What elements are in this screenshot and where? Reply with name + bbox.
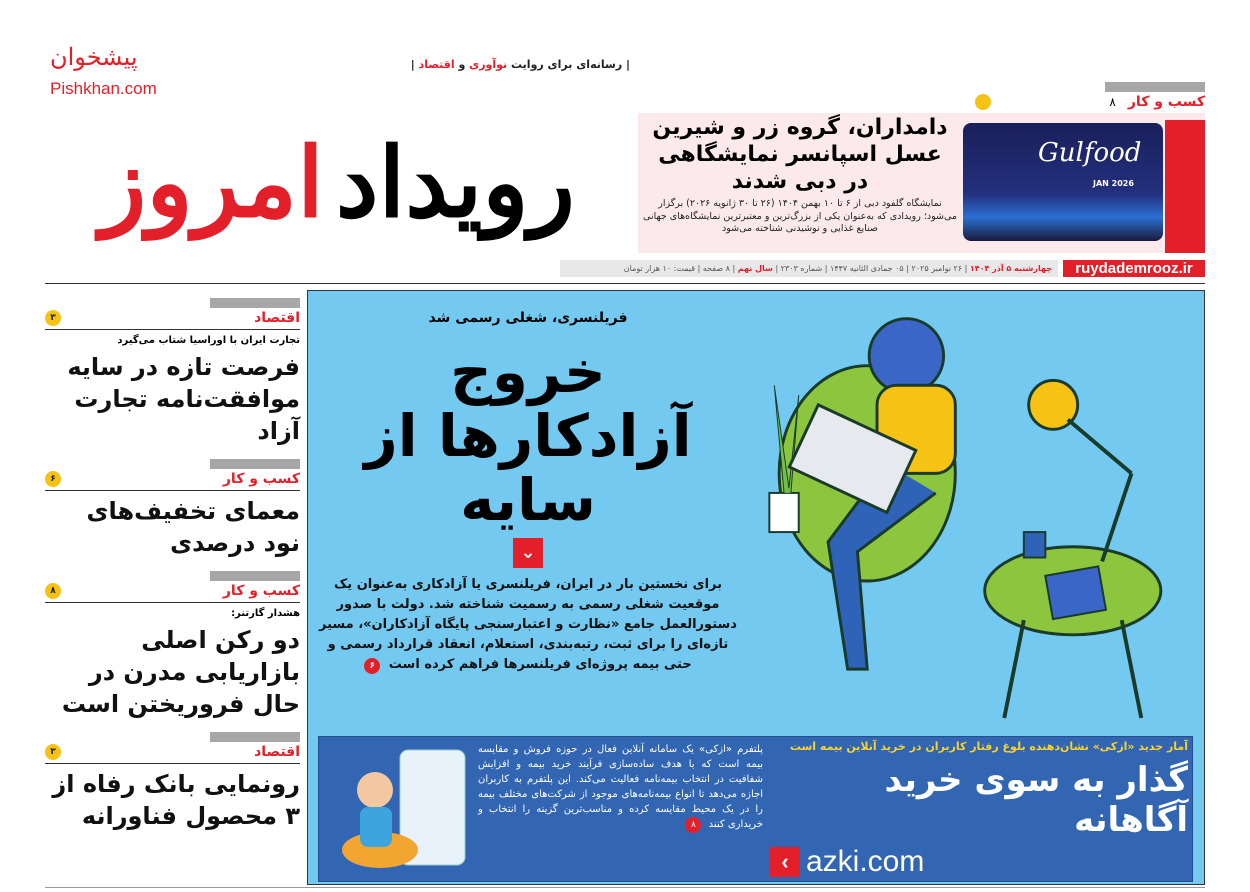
section-bar [210,732,300,742]
page-badge: ۳ [45,744,61,760]
tagline: | رسانه‌ای برای روایت نوآوری و اقتصاد | [410,58,630,71]
left-story [45,459,300,559]
section-label: کسب و کار [222,471,300,487]
main-kicker: فریلنسری، شغلی رسمی شد [428,310,628,326]
main-story-text [318,308,738,675]
plant-pot [769,493,798,532]
section-label: کسب و کار [1127,94,1205,110]
top-feature-body: نمایشگاه گلفود دبی از ۶ تا ۱۰ بهمن ۱۴۰۴ (۲۶ تا ۳۰ ژانویه ۲۰۲۶) برگزار می‌شود؛ رویدادی که به‌عنوان یکی از بزرگ‌ترین و معتبرترین نمایشگاه‌های جهانی صنایع غذایی و نوشیدنی شناخته می‌شود [643,198,957,234]
page-badge: ۸ [45,583,61,599]
ad-title: گذار به سوی خرید آگاهانه [884,760,1188,840]
dateline: چهارشنبه ۵ آذر ۱۴۰۴ | ۲۶ نوامبر ۲۰۲۵ | ۰۵ جمادی الثانیه ۱۴۴۷ | شماره ۲۳۰۳ | سال نهم | ۸ صفحه | قیمت: ۱۰ هزار تومان [560,260,1058,277]
top-section-header [975,82,1205,114]
section-bar [210,571,300,581]
person-hair [869,319,943,393]
page-badge: ۶ [364,658,380,674]
section-bar [210,298,300,308]
left-story [45,732,300,832]
lamp-arm [1102,473,1131,561]
page-badge: ۳ [45,310,61,326]
section-bar [210,459,300,469]
section-label: کسب و کار [222,583,300,599]
website-url[interactable]: ruydademrooz.ir [1063,260,1205,277]
page-badge: ۸ [685,817,701,833]
story-headline[interactable]: فرصت تازه در سایه موافقت‌نامه تجارت آزاد [67,353,300,445]
story-headline[interactable]: رونمایی بانک رفاه از ۳ محصول فناورانه [52,770,300,830]
masthead-name-red: امروز [99,126,324,239]
mascot-head [357,772,393,808]
table-leg [1122,620,1142,718]
top-feature-title[interactable]: دامداران، گروه زر و شیرین عسل اسپانسر نمایشگاهی در دبی شدند [652,115,948,194]
story-kicker: هشدار گارتنر: [231,608,300,619]
page-number: ۸ [1109,95,1116,109]
left-story [45,298,300,447]
mascot-body [360,807,392,847]
mug [1024,532,1046,557]
main-body: برای نخستین بار در ایران، فریلنسری یا آزادکاری به‌عنوان یک موقعیت شغلی رسمی به رسمیت شناخته شد. دولت با صدور دستورالعمل جامع «نظارت و اعتبارسنجی پایگاه آزادکاران»، مسیر تازه‌ای را برای ثبت، رتبه‌بندی، استعلام، انعقاد قرارداد رسمی و حتی بیمه پروژه‌ای فریلنسرها فراهم کرده است ۶ [319,577,737,672]
page-badge: ۶ [45,471,61,487]
azki-mascot-illustration [335,745,470,870]
table-leg [1004,620,1024,718]
gulfood-ad-image: Gulfood JAN 2026 [963,123,1163,241]
red-accent [1165,120,1205,253]
ad-body: پلتفرم «ازکی» یک سامانه آنلاین فعال در حوزه فروش و مقایسه بیمه است که با هدف ساده‌سازی فرآیند خرید بیمه و افزایش شفافیت در انتخاب بیمه‌نامه فعالیت می‌کند. این پلتفرم به کاربران اجازه می‌دهد تا انواع بیمه‌نامه‌های موجود از شرکت‌های مختلف بیمه را در یک محیط مقایسه کرده و مناسب‌ترین گزینه را انتخاب و خریداری کنند ۸ [478,742,763,833]
left-story [45,571,300,720]
top-feature-text [643,114,957,236]
footer-divider [45,887,1205,888]
ad-kicker: آمار جدید «ازکی» نشان‌دهنده بلوغ رفتار کاربران در خرید آنلاین بیمه است [789,740,1188,753]
story-kicker: تجارت ایران با اوراسیا شتاب می‌گیرد [117,335,300,346]
azki-logo: ‹ azki.com [770,846,924,878]
main-headline[interactable]: خروج آزادکارها از سایه [364,338,692,534]
yellow-dot-icon [975,94,991,110]
header-divider [45,283,1205,284]
story-headline[interactable]: دو رکن اصلی بازاریابی مدرن در حال فروریختن است [61,626,300,718]
watermark-url: Pishkhan.com [50,79,157,98]
book [1045,566,1106,619]
story-headline[interactable]: معمای تخفیف‌های نود درصدی [86,497,300,557]
lamp-arm [1068,420,1132,474]
section-label: اقتصاد [254,310,300,326]
azki-logo-icon: ‹ [770,847,800,877]
chevron-down-icon: ⌄ [513,538,543,568]
section-label: اقتصاد [254,744,300,760]
masthead-name-black: رویداد [335,126,576,239]
freelancer-illustration [740,295,1200,730]
ad-headline-group [770,740,1188,878]
section-bar [1105,82,1205,92]
watermark-fa: پیشخوان [50,43,138,71]
masthead [45,108,630,258]
left-column [45,298,300,832]
